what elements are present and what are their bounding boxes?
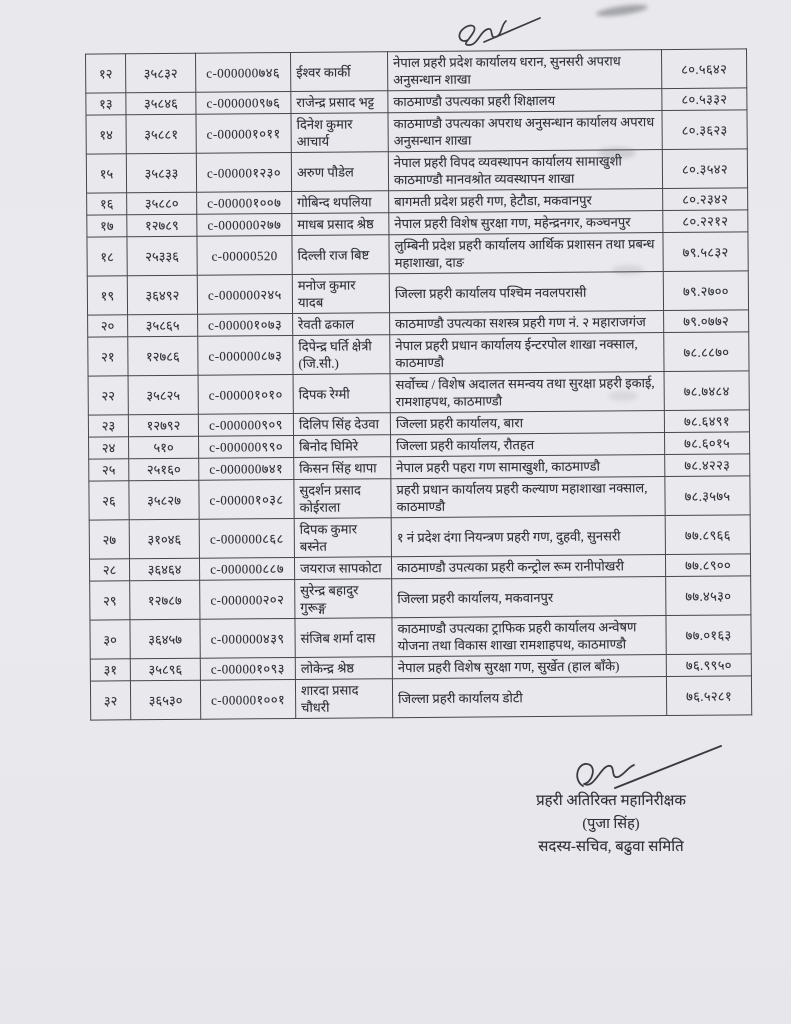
name-cell: दिलिप सिंह देउवा xyxy=(293,413,390,436)
score-cell: ७८.६४९१ xyxy=(664,410,749,433)
number-cell: १२७८७ xyxy=(130,580,200,620)
signatory-title: प्रहरी अतिरिक्त महानिरीक्षक xyxy=(536,793,686,809)
number-cell: ३६५३० xyxy=(130,680,200,720)
name-cell: दिपेन्द्र घर्ति क्षेत्री (जि.सी.) xyxy=(293,335,390,375)
number-cell: ३५८६५ xyxy=(128,314,198,337)
score-cell: ७७.०१६३ xyxy=(666,615,751,655)
code-cell: c-000000९०९ xyxy=(198,413,293,436)
score-cell: ८०.२२१२ xyxy=(663,210,748,233)
code-cell: c-00000१००१ xyxy=(200,679,295,719)
score-cell: ७८.६०१५ xyxy=(665,432,750,455)
promotion-table-wrap xyxy=(85,48,751,720)
handwritten-initials-icon xyxy=(440,8,550,56)
office-cell: काठमाण्डौ उपत्यका ट्राफिक प्रहरी कार्यालय अन्वेषण योजना तथा विकास शाखा रामशाहपथ, काठमाण्डौ xyxy=(392,616,666,657)
signature-scribble-icon xyxy=(563,738,728,796)
sn-cell: २१ xyxy=(88,337,128,376)
name-cell: सुरेन्द्र बहादुर गुरूङ्ग xyxy=(295,579,392,619)
office-cell: काठमाण्डौ उपत्यका अपराध अनुसन्धान कार्यालय अपराध अनुसन्धान शाखा xyxy=(388,111,662,152)
promotion-table-body xyxy=(86,49,752,720)
score-cell: ८०.३६२३ xyxy=(662,110,747,150)
sn-cell: ३० xyxy=(90,620,130,659)
number-cell: ३५८४६ xyxy=(126,92,196,115)
name-cell: लोकेन्द्र श्रेष्ठ xyxy=(295,657,392,680)
sn-cell: १२ xyxy=(86,54,126,93)
sn-cell: २८ xyxy=(89,559,129,581)
office-cell: नेपाल प्रहरी विपद व्यवस्थापन कार्यालय सामाखुशी काठमाण्डौ मानवश्रोत व्यवस्थापन शाखा xyxy=(388,150,662,191)
number-cell: ३५८९६ xyxy=(130,658,200,681)
number-cell: ३५८३३ xyxy=(126,153,196,193)
number-cell: ३५८२५ xyxy=(128,375,198,415)
scan-smudge xyxy=(596,2,649,18)
sn-cell: २३ xyxy=(88,415,128,437)
sn-cell: २४ xyxy=(89,437,129,459)
code-cell: c-000000२७७ xyxy=(197,213,292,236)
score-cell: ८०.५३३२ xyxy=(662,88,747,111)
office-cell: जिल्ला प्रहरी कार्यालय, रौतहत xyxy=(391,433,665,457)
table-row xyxy=(86,110,747,154)
table-row xyxy=(88,332,749,376)
table-row xyxy=(89,476,750,520)
code-cell: c-000000९९० xyxy=(199,435,294,458)
office-cell: नेपाल प्रहरी पहरा गण सामाखुशी, काठमाण्डौ xyxy=(391,455,665,479)
sn-cell: १९ xyxy=(87,276,127,315)
sn-cell: १४ xyxy=(86,115,126,154)
name-cell: दिल्ली राज बिष्ट xyxy=(292,235,389,275)
code-cell: c-00000१०३८ xyxy=(199,479,294,519)
code-cell: c-00000१०११ xyxy=(196,113,291,153)
name-cell: माधब प्रसाद श्रेष्ठ xyxy=(292,213,389,236)
code-cell: c-00000520 xyxy=(197,235,292,275)
score-cell: ७९.५८३२ xyxy=(663,232,748,272)
signatory-role: सदस्य-सचिव, बढुवा समिति xyxy=(538,839,684,855)
name-cell: दिपक कुमार बस्नेत xyxy=(294,518,391,558)
name-cell: राजेन्द्र प्रसाद भट्ट xyxy=(291,91,388,114)
name-cell: अरुण पौडेल xyxy=(291,152,388,192)
number-cell: १२७८९ xyxy=(127,214,197,237)
office-cell: सर्वोच्च / विशेष अदालत समन्वय तथा सुरक्षा प्रहरी इकाई, रामशाहपथ, काठमाण्डौ xyxy=(390,372,664,413)
sn-cell: २९ xyxy=(90,581,130,620)
score-cell: ७९.०७७२ xyxy=(664,310,749,333)
table-row xyxy=(90,576,751,620)
table-row xyxy=(86,49,747,93)
office-cell: काठमाण्डौ उपत्यका प्रहरी शिक्षालय xyxy=(388,89,662,113)
number-cell: ३५८८० xyxy=(127,192,197,215)
code-cell: c-00000१००७ xyxy=(197,191,292,214)
table-row xyxy=(87,271,748,315)
score-cell: ७८.८८७० xyxy=(664,332,749,372)
code-cell: c-000000७४१ xyxy=(199,457,294,480)
office-cell: प्रहरी प्रधान कार्यालय प्रहरी कल्याण महाशाखा नक्साल, काठमाण्डौ xyxy=(391,477,665,518)
score-cell: ७७.८९०० xyxy=(665,554,750,577)
table-row xyxy=(88,371,749,415)
score-cell: ७७.८९६६ xyxy=(665,515,750,555)
table-row xyxy=(89,515,750,559)
number-cell: ३६४६४ xyxy=(129,558,199,581)
code-cell: c-00000१२३० xyxy=(196,152,291,192)
name-cell: दिनेश कुमार आचार्य xyxy=(291,113,388,153)
office-cell: १ नं प्रदेश दंगा नियन्त्रण प्रहरी गण, दुहवी, सुनसरी xyxy=(391,516,665,557)
sn-cell: १५ xyxy=(86,154,126,193)
sn-cell: २७ xyxy=(89,520,129,559)
table-row xyxy=(86,149,747,193)
score-cell: ८०.३५४२ xyxy=(662,149,747,189)
code-cell: c-000000२०२ xyxy=(200,579,295,619)
score-cell: ७६.९९५० xyxy=(666,654,751,677)
number-cell: २५३३६ xyxy=(127,236,197,276)
sn-cell: २० xyxy=(88,315,128,337)
office-cell: नेपाल प्रहरी प्रदेश कार्यालय धरान, सुनसरी अपराध अनुसन्धान शाखा xyxy=(388,50,662,91)
score-cell: ७६.५२८१ xyxy=(666,676,751,716)
name-cell: सुदर्शन प्रसाद कोईराला xyxy=(294,479,391,519)
code-cell: c-000000८८७ xyxy=(199,557,294,580)
office-cell: नेपाल प्रहरी विशेष सुरक्षा गण, महेन्द्रनगर, कञ्चनपुर xyxy=(389,211,663,235)
office-cell: नेपाल प्रहरी विशेष सुरक्षा गण, सुर्खेत (हाल बाँके) xyxy=(392,655,666,679)
name-cell: गोबिन्द थपलिया xyxy=(292,191,389,214)
number-cell: २५१६० xyxy=(129,458,199,481)
score-cell: ७८.४२२३ xyxy=(665,454,750,477)
name-cell: संजिब शर्मा दास xyxy=(295,618,392,658)
number-cell: ३१०४६ xyxy=(129,519,199,559)
name-cell: ईश्वर कार्की xyxy=(291,52,388,92)
name-cell: किसन सिंह थापा xyxy=(294,457,391,480)
signature-block xyxy=(468,790,754,859)
sn-cell: १७ xyxy=(87,215,127,237)
number-cell: ३५८३२ xyxy=(126,53,196,93)
table-row xyxy=(90,676,751,720)
office-cell: जिल्ला प्रहरी कार्यालय, बारा xyxy=(390,411,664,435)
number-cell: ३६४९२ xyxy=(127,275,197,315)
office-cell: लुम्बिनी प्रदेश प्रहरी कार्यालय आर्थिक प्रशासन तथा प्रबन्ध महाशाखा, दाङ xyxy=(389,233,663,274)
sn-cell: ३१ xyxy=(90,659,130,681)
number-cell: ५१० xyxy=(129,436,199,459)
code-cell: c-000000७४६ xyxy=(196,52,291,92)
office-cell: काठमाण्डौ उपत्यका सशस्त्र प्रहरी गण नं. २ महाराजगंज xyxy=(390,311,664,335)
code-cell: c-00000१०९३ xyxy=(200,657,295,680)
office-cell: बागमती प्रदेश प्रहरी गण, हेटौडा, मकवानपुर xyxy=(389,189,663,213)
number-cell: ३५८२७ xyxy=(129,480,199,520)
office-cell: जिल्ला प्रहरी कार्यालय डोटी xyxy=(392,677,666,718)
signatory-name: (पुजा सिंह) xyxy=(582,816,640,832)
sn-cell: २६ xyxy=(89,481,129,520)
office-cell: जिल्ला प्रहरी कार्यालय, मकवानपुर xyxy=(392,577,666,618)
sn-cell: १६ xyxy=(87,193,127,215)
score-cell: ७७.४५३० xyxy=(666,576,751,616)
number-cell: ३६४५७ xyxy=(130,619,200,659)
name-cell: दिपक रेग्मी xyxy=(293,374,390,414)
score-cell: ७८.७४८४ xyxy=(664,371,749,411)
code-cell: c-000000२४५ xyxy=(197,274,292,314)
score-cell: ८०.५६४२ xyxy=(661,49,746,89)
code-cell: c-00000१०७३ xyxy=(198,313,293,336)
sn-cell: ३२ xyxy=(90,681,130,720)
score-cell: ७९.२७०० xyxy=(663,271,748,311)
number-cell: १२७८६ xyxy=(128,336,198,376)
code-cell: c-000000९७६ xyxy=(196,91,291,114)
table-row xyxy=(87,232,748,276)
code-cell: c-000000८६८ xyxy=(199,518,294,558)
name-cell: जयराज सापकोटा xyxy=(294,557,391,580)
name-cell: रेवती ढकाल xyxy=(293,313,390,336)
score-cell: ८०.२३४२ xyxy=(663,188,748,211)
promotion-table xyxy=(85,48,752,720)
sn-cell: २२ xyxy=(88,376,128,415)
office-cell: जिल्ला प्रहरी कार्यालय पश्चिम नवलपरासी xyxy=(389,272,663,313)
office-cell: काठमाण्डौ उपत्यका प्रहरी कन्ट्रोल रूम रानीपोखरी xyxy=(391,555,665,579)
score-cell: ७८.३५७५ xyxy=(665,476,750,516)
code-cell: c-000000४३९ xyxy=(200,618,295,658)
sn-cell: १८ xyxy=(87,237,127,276)
sn-cell: २५ xyxy=(89,459,129,481)
table-row xyxy=(90,615,751,659)
name-cell: बिनोद घिमिरे xyxy=(294,435,391,458)
number-cell: ३५८८१ xyxy=(126,114,196,154)
name-cell: मनोज कुमार यादब xyxy=(292,274,389,314)
office-cell: नेपाल प्रहरी प्रधान कार्यालय ईन्टरपोल शाखा नक्साल, काठमाण्डौ xyxy=(390,333,664,374)
sn-cell: १३ xyxy=(86,93,126,115)
number-cell: १२७९२ xyxy=(128,414,198,437)
code-cell: c-00000१०१० xyxy=(198,374,293,414)
code-cell: c-000000८७३ xyxy=(198,335,293,375)
name-cell: शारदा प्रसाद चौधरी xyxy=(295,679,392,719)
